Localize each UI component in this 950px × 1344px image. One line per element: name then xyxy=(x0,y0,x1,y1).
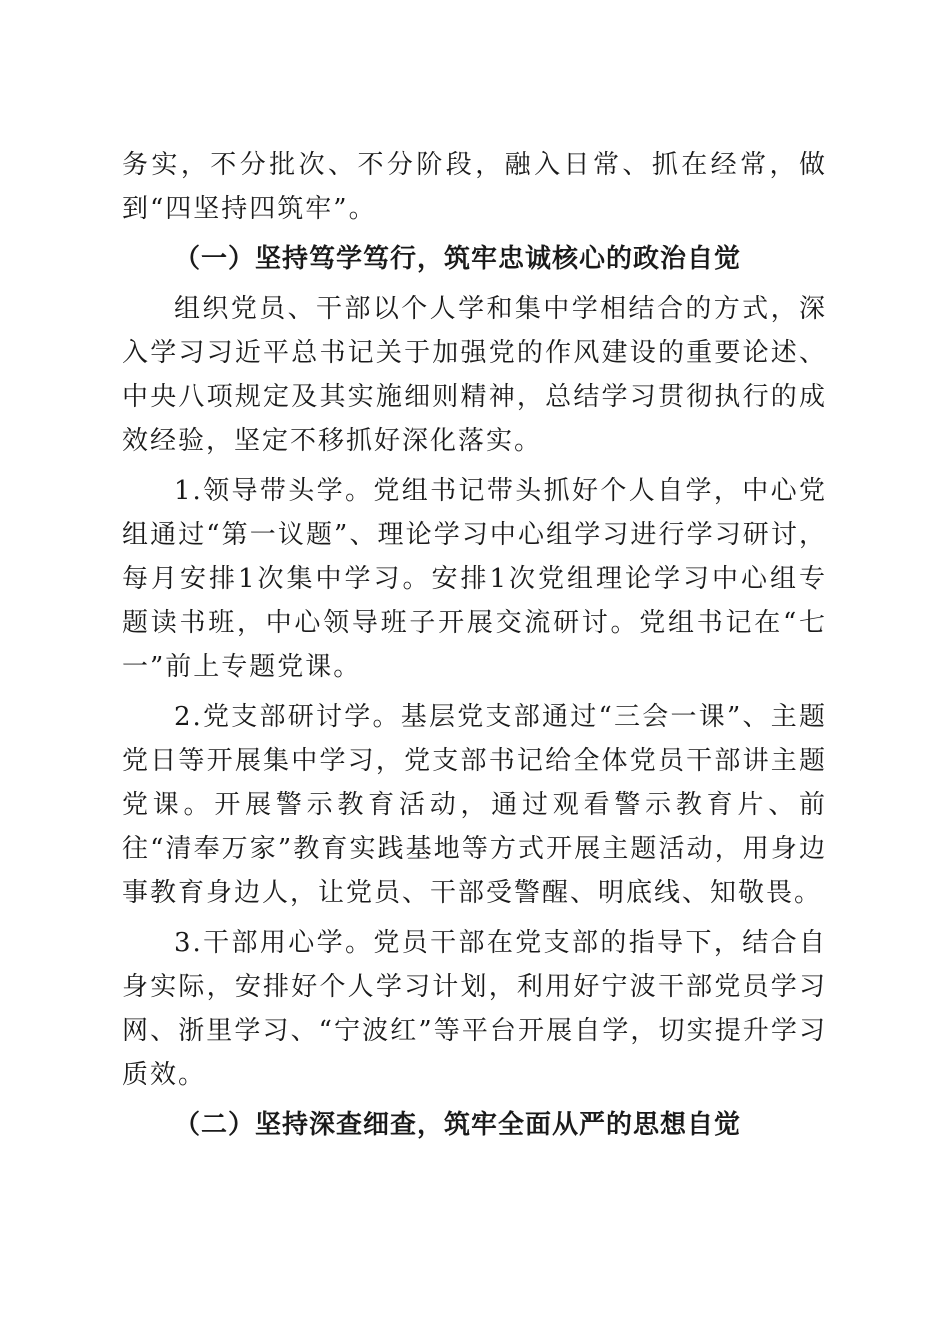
section-heading-1: （一）坚持笃学笃行，筑牢忠诚核心的政治自觉 xyxy=(174,244,742,274)
paragraph-item-1: 1.领导带头学。党组书记带头抓好个人自学，中心党组通过“第一议题”、理论学习中心组学习进行学习研讨，每月安排1次集中学习。安排1次党组理论学习中心组专题读书班，中心领导班子开展交流研讨。党组书记在“七一”前上专题党课。 xyxy=(122,476,827,682)
paragraph-continuation: 务实，不分批次、不分阶段，融入日常、抓在经常，做到“四坚持四筑牢”。 xyxy=(122,150,827,224)
paragraph-item-2: 2.党支部研讨学。基层党支部通过“三会一课”、主题党日等开展集中学习，党支部书记给全体党员干部讲主题党课。开展警示教育活动，通过观看警示教育片、前往“清奉万家”教育实践基地等方式开展主题活动，用身边事教育身边人，让党员、干部受警醒、明底线、知敬畏。 xyxy=(122,702,827,908)
section-heading-2: （二）坚持深查细查，筑牢全面从严的思想自觉 xyxy=(174,1110,742,1140)
paragraph-intro: 组织党员、干部以个人学和集中学相结合的方式，深入学习习近平总书记关于加强党的作风建设的重要论述、中央八项规定及其实施细则精神，总结学习贯彻执行的成效经验，坚定不移抓好深化落实。 xyxy=(122,294,827,456)
document-body xyxy=(122,143,827,1147)
paragraph-item-3: 3.干部用心学。党员干部在党支部的指导下，结合自身实际，安排好个人学习计划，利用好宁波干部党员学习网、浙里学习、“宁波红”等平台开展自学，切实提升学习质效。 xyxy=(122,928,827,1090)
